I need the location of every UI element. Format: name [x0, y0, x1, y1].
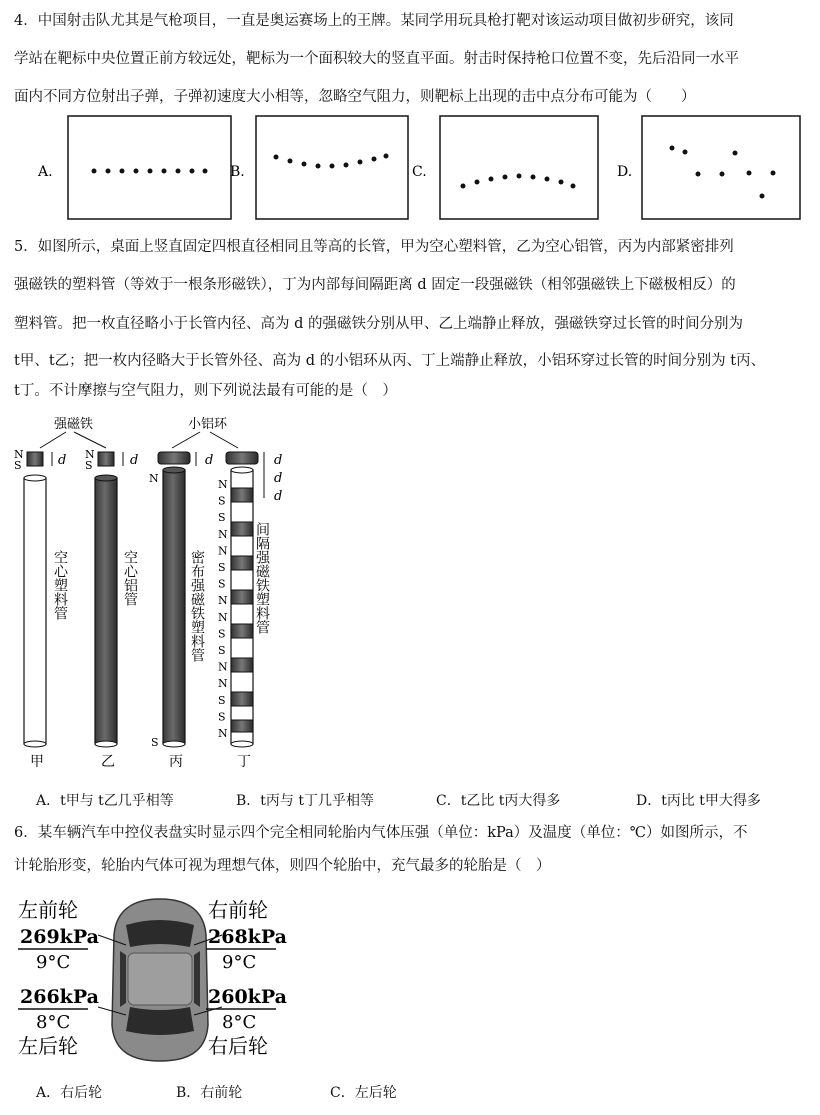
q4-stem-line2: 学站在靶标中央位置正前方较远处，靶标为一个面积较大的竖直平面。射击时保持枪口位置不变，先后沿同一水平 [14, 51, 739, 67]
car-icon [112, 899, 208, 1061]
tire-front-right-temp: 9°C [222, 952, 257, 973]
tube-ding-pole-label: N [218, 610, 228, 624]
tube-ding-pole-label: S [218, 627, 226, 641]
tire-front-left-temp: 9°C [36, 952, 71, 973]
tube-ding-pole-label: N [218, 727, 228, 740]
tube-ding-pole-label: N [218, 660, 228, 674]
q6-stem-line2: 计轮胎形变，轮胎内气体可视为理想气体，则四个轮胎中，充气最多的轮胎是（ ） [14, 858, 551, 874]
q4-target-d-dots [670, 146, 776, 199]
tube-ding [218, 452, 282, 770]
tube-jia-text: 空心塑料管 [52, 550, 68, 620]
q5-option-a: A．t甲与 t乙几乎相等 [36, 793, 174, 809]
q4-target-d [642, 116, 800, 219]
tube-ding-pole-label: S [218, 693, 226, 707]
tube-jia-name: 甲 [30, 754, 44, 770]
tire-rear-left-name: 左后轮 [18, 1034, 78, 1058]
tube-bing-name: 丙 [169, 754, 183, 770]
tube-bing-n: N [149, 472, 159, 485]
tube-ding-name: 丁 [237, 754, 251, 770]
tire-front-left-pressure: 269kPa [20, 926, 99, 948]
q5-label-magnet: 强磁铁 [54, 417, 94, 432]
q5-option-c: C．t乙比 t丙大得多 [436, 793, 561, 809]
q6-option-c: C．左后轮 [330, 1085, 397, 1101]
q6-stem-line1: 6．某车辆汽车中控仪表盘实时显示四个完全相同轮胎内气体压强（单位：kPa）及温度（单位：℃）如图所示，不 [14, 825, 748, 841]
tube-ding-pole-label: S [218, 494, 226, 508]
q4-target-a-dots [92, 169, 208, 174]
q5-stem-line5: t丁。不计摩擦与空气阻力，则下列说法最有可能的是（ ） [14, 383, 397, 399]
tire-rear-right-pressure: 260kPa [208, 986, 287, 1008]
dim-d: d [205, 453, 214, 468]
q5-option-d: D．t丙比 t甲大得多 [636, 793, 761, 809]
q5-stem-line4: t甲、t乙；把一枚内径略大于长管外径、高为 d 的小铝环从丙、丁上端静止释放，小铝环穿过长管的时间分别为 t丙、 [14, 353, 766, 369]
tube-ding-pole-label: S [218, 577, 226, 591]
magnet-jia-n: N [14, 448, 24, 461]
q4-option-d-label: D. [617, 164, 633, 180]
q5-option-b: B．t丙与 t丁几乎相等 [236, 793, 374, 809]
q5-stem-line3: 塑料管。把一枚直径略小于长管内径、高为 d 的强磁铁分别从甲、乙上端静止释放，强磁铁穿过长管的时间分别为 [14, 316, 743, 332]
q4-option-b-label: B. [230, 164, 245, 180]
q4-option-c-label: C. [412, 164, 427, 180]
q6-option-b: B．右前轮 [176, 1085, 243, 1101]
tube-ding-pole-label: N [218, 544, 228, 558]
tube-ding-pole-label: S [218, 511, 226, 525]
tire-front-left-name: 左前轮 [18, 898, 78, 922]
tube-ding-pole-label: S [218, 561, 226, 574]
tube-yi-name: 乙 [101, 754, 115, 770]
dim-d: d [274, 471, 283, 486]
dim-d: d [274, 453, 283, 468]
q6-option-a: A．右后轮 [36, 1085, 103, 1101]
tire-rear-right-name: 右后轮 [208, 1034, 268, 1058]
tube-bing-s: S [151, 736, 159, 749]
q6-car-figure [10, 895, 310, 1065]
tube-yi-text: 空心铝管 [122, 550, 138, 606]
tube-bing [149, 452, 213, 770]
q5-stem-line2: 强磁铁的塑料管（等效于一根条形磁铁），丁为内部每间隔距离 d 固定一段强磁铁（相邻强磁铁上下磁极相反）的 [14, 277, 736, 293]
tire-rear-right-temp: 8°C [222, 1012, 257, 1033]
q4-target-c-dots [461, 174, 576, 189]
q4-stem-line3: 面内不同方位射出子弹，子弹初速度大小相等，忽略空气阻力，则靶标上出现的击中点分布可能为（ ） [14, 89, 696, 105]
tube-ding-pole-label: S [218, 644, 226, 657]
tire-front-right-pressure: 268kPa [208, 926, 287, 948]
magnet-yi-s: S [85, 459, 93, 472]
dim-d: d [274, 489, 283, 504]
tube-bing-text: 密布强磁铁塑料管 [189, 550, 205, 662]
magnet-jia-s: S [14, 459, 22, 472]
q5-stem-line1: 5．如图所示，桌面上竖直固定四根直径相同且等高的长管，甲为空心塑料管，乙为空心铝管，丙为内部紧密排列 [14, 239, 734, 255]
q4-stem-line1: 4．中国射击队尤其是气枪项目，一直是奥运赛场上的王牌。某同学用玩具枪打靶对该运动项目做初步研究，该同 [14, 13, 734, 29]
q4-option-a-label: A. [38, 164, 53, 180]
q5-label-ring: 小铝环 [188, 417, 228, 432]
tube-ding-pole-label: N [218, 677, 228, 691]
tube-ding-pole-label: N [218, 527, 228, 541]
q4-options-figure [0, 110, 820, 230]
q5-tubes-figure [0, 410, 320, 780]
q4-target-a [68, 116, 231, 219]
q4-target-c [440, 116, 598, 219]
tube-ding-pole-label: N [218, 594, 228, 608]
tire-front-right-name: 右前轮 [208, 898, 268, 922]
magnet-yi-n: N [85, 448, 95, 461]
q4-target-b-dots [274, 154, 389, 169]
tube-yi [85, 448, 138, 770]
tube-ding-pole-label: S [218, 710, 226, 724]
tube-ding-pole-label: N [218, 478, 228, 491]
dim-d: d [58, 453, 67, 468]
tire-rear-left-temp: 8°C [36, 1012, 71, 1033]
dim-d: d [130, 453, 139, 468]
tire-rear-left-pressure: 266kPa [20, 986, 99, 1008]
tube-ding-text: 间隔强磁铁塑料管 [254, 522, 270, 634]
tube-jia [14, 448, 68, 770]
